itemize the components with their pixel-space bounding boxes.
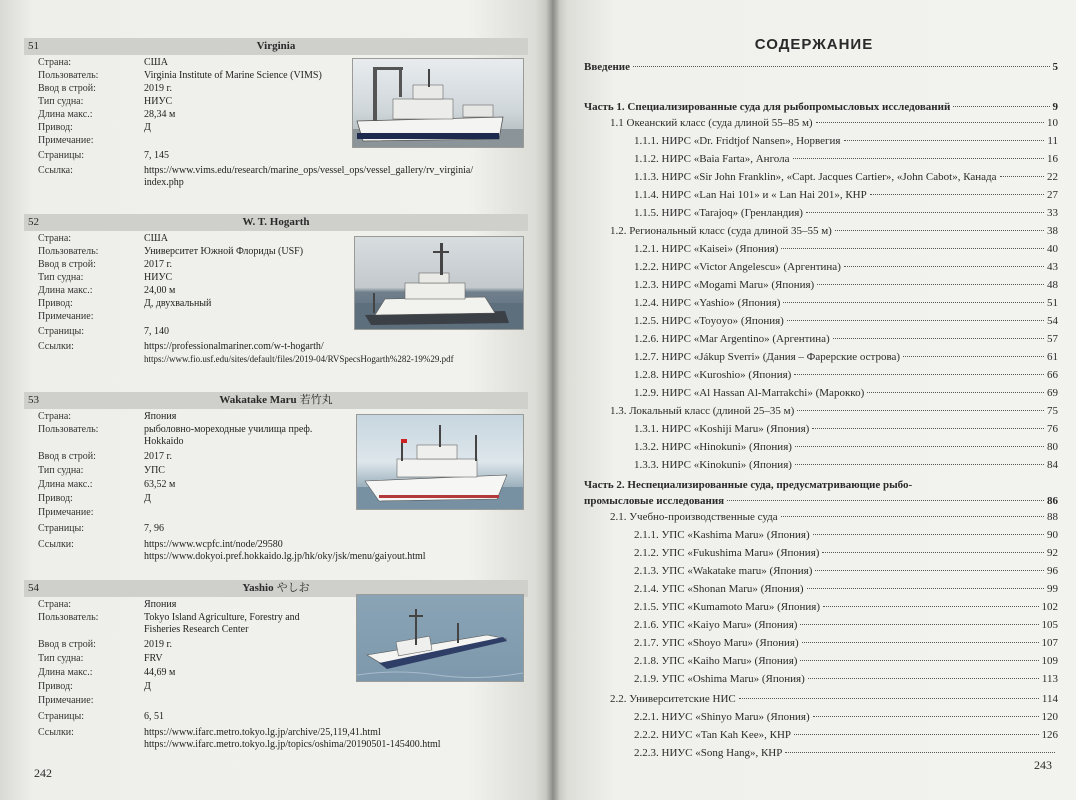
- toc-entry: [634, 564, 1058, 578]
- toc-entry-page: 113: [1041, 673, 1058, 685]
- toc-entry-page: 61: [1047, 351, 1058, 363]
- toc-entry-title: 1.3.3. НИРС «Kinokuni» (Япония): [634, 459, 792, 471]
- toc-entry-title: 1.1.2. НИРС «Baia Farta», Ангола: [634, 153, 790, 165]
- toc-dot-leader: [739, 698, 1039, 699]
- toc-dot-leader: [781, 516, 1044, 517]
- toc-entry-page: 33: [1047, 207, 1058, 219]
- toc-entry: [634, 206, 1058, 220]
- toc-entry-title: 2.1.5. УПС «Kumamoto Maru» (Япония): [634, 601, 821, 613]
- toc-dot-leader: [785, 752, 1055, 753]
- toc-entry-title: 2.1. Учебно-производственные суда: [610, 511, 778, 523]
- toc-dot-leader: [633, 66, 1049, 67]
- toc-dot-leader: [822, 552, 1044, 553]
- entry-number: 53: [28, 394, 39, 406]
- ship-entry-yashio: 54 Yashio やしお Страна: Япония Пользователь: Tokyo Island Agriculture, Forestry and Fisheries Research Center Ввод в строй: 2019 г. Тип судна: FRV Длина макс.: 44,69 м Привод: Д Примечание: Страницы: 6, 51 Ссылки: https://www.ifarc.metro.tokyo.lg.jp/archive/25,119,41.html https://www.ifarc.metro.tokyo.lg.jp/topics/oshima/20190501-145400.html: [24, 580, 528, 597]
- toc-entry: [634, 260, 1058, 274]
- toc-entry: [634, 278, 1058, 292]
- ship-photo-virginia: [352, 58, 524, 148]
- toc-dot-leader: [815, 570, 1044, 571]
- toc-title: СОДЕРЖАНИЕ: [754, 36, 874, 53]
- toc-dot-leader: [817, 284, 1044, 285]
- toc-dot-leader: [835, 230, 1044, 231]
- toc-entry-title: 2.2. Университетские НИС: [610, 693, 736, 705]
- entry-title: Virginia: [256, 40, 296, 52]
- toc-entry-page: 10: [1047, 117, 1058, 129]
- ship-entry-wakatake-maru: 53 Wakatake Maru 若竹丸 Страна: Япония Пользователь: рыболовно-мореходные училища преф. Hokkaido Ввод в строй: 2017 г. Тип судна: УПС Длина макс.: 63,52 м Привод: Д Примечание: Страницы: 7, 96 Ссылки: https://www.wcpfc.int/node/29580 https://www.dokyoi.pref.hokkaido.lg.jp/hk/oky/jsk/menu/gaiyout.html: [24, 392, 528, 409]
- toc-entry-title: 1.1.1. НИРС «Dr. Fridtjof Nansen», Норвегия: [634, 135, 841, 147]
- toc-entry: [634, 710, 1058, 724]
- right-page: [552, 0, 1076, 800]
- toc-entry-page: 11: [1047, 135, 1058, 147]
- toc-dot-leader: [783, 302, 1044, 303]
- toc-entry-page: 51: [1047, 297, 1058, 309]
- toc-entry: [634, 728, 1058, 742]
- page-number-right: 243: [1034, 758, 1052, 772]
- toc-entry: [610, 404, 1058, 418]
- toc-dot-leader: [793, 158, 1044, 159]
- toc-entry: [634, 332, 1058, 346]
- toc-dot-leader: [794, 734, 1038, 735]
- toc-entry: [634, 654, 1058, 668]
- toc-entry-page: 90: [1047, 529, 1058, 541]
- toc-dot-leader: [806, 212, 1044, 213]
- toc-entry-title: 1.3.1. НИРС «Koshiji Maru» (Япония): [634, 423, 810, 435]
- toc-entry-page: 126: [1041, 729, 1058, 741]
- toc-entry: [610, 224, 1058, 238]
- toc-entry: [634, 422, 1058, 436]
- toc-entry-page: 48: [1047, 279, 1058, 291]
- toc-entry: [584, 494, 1058, 508]
- toc-entry: [584, 100, 1058, 114]
- toc-dot-leader: [870, 194, 1044, 195]
- toc-entry: [610, 116, 1058, 130]
- toc-entry: [634, 672, 1058, 686]
- toc-entry-title: 2.2.2. НИУС «Tan Kah Kee», КНР: [634, 729, 792, 741]
- toc-entry-title: 1.2.3. НИРС «Mogami Maru» (Япония): [634, 279, 815, 291]
- toc-entry-page: 75: [1047, 405, 1058, 417]
- entry-title: W. T. Hogarth: [242, 216, 310, 228]
- toc-entry: [634, 350, 1058, 364]
- entry-number: 52: [28, 216, 39, 228]
- toc-entry-page: 109: [1041, 655, 1058, 667]
- toc-dot-leader: [1000, 176, 1044, 177]
- toc-entry-page: 22: [1047, 171, 1058, 183]
- toc-dot-leader: [802, 642, 1039, 643]
- ship-photo-yashio: [356, 594, 524, 682]
- toc-entry: [634, 528, 1058, 542]
- toc-dot-leader: [867, 392, 1044, 393]
- toc-entry-page: 107: [1041, 637, 1058, 649]
- toc-entry-title: 1.1 Океанский класс (суда длиной 55–85 м): [610, 117, 813, 129]
- toc-entry: [634, 618, 1058, 632]
- toc-entry-page: 114: [1041, 693, 1058, 705]
- toc-entry-title: Часть 2. Неспециализированные суда, предусматривающие рыбо-: [584, 479, 913, 491]
- toc-entry-title: 1.1.3. НИРС «Sir John Franklin», «Capt. Jacques Cartier», «John Cabot», Канада: [634, 171, 997, 183]
- toc-entry: [634, 134, 1058, 148]
- toc-entry: [634, 582, 1058, 596]
- toc-entry: [584, 478, 1058, 492]
- ship-photo-w-t-hogarth: [354, 236, 524, 330]
- toc-entry: [634, 440, 1058, 454]
- entry-number: 51: [28, 40, 39, 52]
- ship-photo-wakatake-maru: [356, 414, 524, 510]
- toc-entry-title: 1.2.4. НИРС «Yashio» (Япония): [634, 297, 781, 309]
- toc-entry-title: 1.2. Региональный класс (суда длиной 35–55 м): [610, 225, 832, 237]
- toc-entry-title: 2.2.1. НИУС «Shinyo Maru» (Япония): [634, 711, 810, 723]
- toc-entry: [634, 368, 1058, 382]
- toc-entry-page: 43: [1047, 261, 1058, 273]
- entry-header: [24, 38, 528, 55]
- toc-dot-leader: [833, 338, 1044, 339]
- toc-entry-title: 2.1.8. УПС «Kaiho Maru» (Япония): [634, 655, 798, 667]
- toc-entry: [634, 188, 1058, 202]
- toc-entry-title: 1.2.2. НИРС «Victor Angelescu» (Аргентина): [634, 261, 841, 273]
- book-gutter: [546, 0, 560, 800]
- toc-entry-title: 2.1.2. УПС «Fukushima Maru» (Япония): [634, 547, 820, 559]
- toc-entry: [584, 60, 1058, 74]
- toc-dot-leader: [823, 606, 1038, 607]
- toc-dot-leader: [800, 660, 1038, 661]
- toc-entry-page: 27: [1047, 189, 1058, 201]
- entry-title: Yashio やしお: [242, 582, 310, 594]
- toc-dot-leader: [813, 534, 1044, 535]
- toc-dot-leader: [953, 106, 1049, 107]
- toc-dot-leader: [787, 320, 1044, 321]
- entry-number: 54: [28, 582, 39, 594]
- toc-dot-leader: [797, 410, 1044, 411]
- toc-dot-leader: [727, 500, 1044, 501]
- toc-entry: [634, 170, 1058, 184]
- toc-entry: [634, 636, 1058, 650]
- toc-entry-title: 1.2.8. НИРС «Kuroshio» (Япония): [634, 369, 792, 381]
- toc-entry-title: 1.2.5. НИРС «Toyoyo» (Япония): [634, 315, 784, 327]
- toc-entry-title: промысловые исследования: [584, 495, 725, 507]
- toc-entry: [634, 152, 1058, 166]
- toc-dot-leader: [812, 428, 1044, 429]
- entry-header: [24, 392, 528, 409]
- toc-entry-page: 57: [1047, 333, 1058, 345]
- toc-dot-leader: [795, 464, 1044, 465]
- toc-entry-title: 2.1.3. УПС «Wakatake maru» (Япония): [634, 565, 813, 577]
- toc-entry: [634, 386, 1058, 400]
- toc-entry-page: 84: [1047, 459, 1058, 471]
- toc-entry-title: 1.2.9. НИРС «Al Hassan Al-Marrakchi» (Марокко): [634, 387, 865, 399]
- toc-entry: [634, 296, 1058, 310]
- toc-entry: [634, 746, 1058, 760]
- toc-entry: [634, 600, 1058, 614]
- toc-entry: [634, 546, 1058, 560]
- toc-entry-title: 2.1.9. УПС «Oshima Maru» (Япония): [634, 673, 805, 685]
- toc-entry-title: 1.1.5. НИРС «Tarajoq» (Гренландия): [634, 207, 803, 219]
- toc-entry-page: 66: [1047, 369, 1058, 381]
- entry-header: [24, 214, 528, 231]
- toc-entry-page: 80: [1047, 441, 1058, 453]
- toc-entry-page: 38: [1047, 225, 1058, 237]
- toc-entry: [634, 458, 1058, 472]
- toc-entry: [634, 242, 1058, 256]
- toc-entry-title: 1.3.2. НИРС «Hinokuni» (Япония): [634, 441, 792, 453]
- toc-entry-page: 9: [1052, 101, 1058, 113]
- toc-entry-title: 2.2.3. НИУС «Song Hang», КНР: [634, 747, 783, 759]
- toc-dot-leader: [808, 678, 1039, 679]
- toc-entry-page: 76: [1047, 423, 1058, 435]
- toc-entry-title: 1.2.6. НИРС «Mar Argentino» (Аргентина): [634, 333, 830, 345]
- toc-entry-page: 102: [1041, 601, 1058, 613]
- toc-entry-page: 69: [1047, 387, 1058, 399]
- toc-dot-leader: [794, 374, 1044, 375]
- toc-entry-title: 2.1.6. УПС «Kaiyo Maru» (Япония): [634, 619, 798, 631]
- toc-dot-leader: [816, 122, 1044, 123]
- toc-dot-leader: [807, 588, 1044, 589]
- toc-dot-leader: [903, 356, 1044, 357]
- ship-entry-virginia: 51 Virginia Страна: США Пользователь: Virginia Institute of Marine Science (VIMS) Ввод в строй: 2019 г. Тип судна: НИУС Длина макс.: 28,34 м Привод: Д Примечание: Страницы: 7, 145 Ссылка: https://www.vims.edu/research/marine_ops/vessel_ops/vessel_gallery/rv_virginia/ index.php: [24, 38, 528, 55]
- toc-entry-page: 99: [1047, 583, 1058, 595]
- toc-entry-title: 1.2.7. НИРС «Jákup Sverri» (Дания – Фарерские острова): [634, 351, 901, 363]
- page-number-left: 242: [34, 766, 52, 780]
- toc-dot-leader: [813, 716, 1039, 717]
- toc-entry-page: 96: [1047, 565, 1058, 577]
- ship-entry-w-t-hogarth: 52 W. T. Hogarth Страна: США Пользователь: Университет Южной Флориды (USF) Ввод в строй: 2017 г. Тип судна: НИУС Длина макс.: 24,00 м Привод: Д, двухвальный Примечание: Страницы: 7, 140 Ссылки: https://professionalmariner.com/w-t-hogarth/ https://www.fio.usf.edu/sites/default/files/2019-04/RVSpecsHogarth%282-19%29.pdf: [24, 214, 528, 231]
- toc-entry-page: 54: [1047, 315, 1058, 327]
- toc-entry-title: 2.1.1. УПС «Kashima Maru» (Япония): [634, 529, 810, 541]
- toc-entry-title: Введение: [584, 61, 631, 73]
- toc-entry-page: 92: [1047, 547, 1058, 559]
- toc-entry: [610, 692, 1058, 706]
- toc-entry-page: 5: [1052, 61, 1058, 73]
- toc-entry-title: 1.1.4. НИРС «Lan Hai 101» и « Lan Hai 201», КНР: [634, 189, 867, 201]
- toc-dot-leader: [781, 248, 1044, 249]
- toc-dot-leader: [795, 446, 1044, 447]
- toc-entry-title: Часть 1. Специализированные суда для рыбопромысловых исследований: [584, 101, 951, 113]
- toc-dot-leader: [844, 140, 1045, 141]
- toc-entry-page: 40: [1047, 243, 1058, 255]
- toc-dot-leader: [844, 266, 1044, 267]
- toc-entry-page: 16: [1047, 153, 1058, 165]
- toc-entry-title: 2.1.7. УПС «Shoyo Maru» (Япония): [634, 637, 799, 649]
- toc-entry: [634, 314, 1058, 328]
- toc-entry-page: 86: [1047, 495, 1058, 507]
- toc-entry-title: 2.1.4. УПС «Shonan Maru» (Япония): [634, 583, 804, 595]
- toc-entry-page: 120: [1041, 711, 1058, 723]
- toc-dot-leader: [800, 624, 1038, 625]
- entry-title: Wakatake Maru 若竹丸: [219, 394, 333, 406]
- toc-entry-page: 105: [1041, 619, 1058, 631]
- toc-entry-title: 1.3. Локальный класс (длиной 25–35 м): [610, 405, 795, 417]
- toc-entry-page: 88: [1047, 511, 1058, 523]
- toc-entry-title: 1.2.1. НИРС «Kaisei» (Япония): [634, 243, 779, 255]
- toc-entry: [610, 510, 1058, 524]
